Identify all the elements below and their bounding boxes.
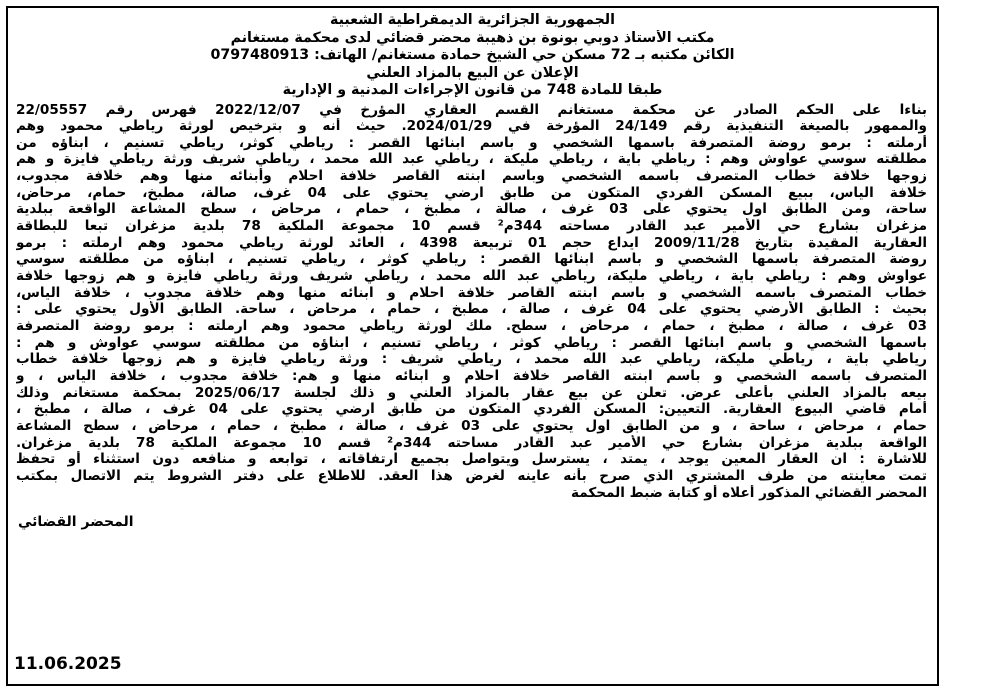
body-line: حمام ، مرحاض ، ساحة ، و من الطابق اول يحتوي على 03 غرف ، صالة ، مطبخ ، حمام ، مرحاض ، سطح المشاعة (16, 417, 927, 434)
body-line: مطلقته سوسي عواوش وهم : رياطي باية ، رياطي مليكة ، رياطي عبد الله محمد ، رياطي شريف ورثة رياطي فايزة و هم (16, 151, 927, 168)
body-line: والممهور بالصيغة التنفيذية رقم 24/149 المؤرخة في 2024/01/29. حيث أنه و بترخيص لورثة رياطي محمود وهم (16, 118, 927, 135)
body-line: المتصرف باسمه الشخصي و باسم ابنته القاصر خلافة احلام و ابنائه منها و هم: خلافة مجدوب ، خلافة الياس ، و (16, 368, 927, 384)
body-line: بيعه بالمزاد العلني بأعلى عرض. تعلن عن بيع عقار بالمزاد العلني و ذلك لجلسة 2025/06/17 بمحكمة مستغانم وذلك (16, 384, 927, 401)
body-line: العقارية المقيدة بتاريخ 2009/11/28 ايداع حجم 01 تربيعة 4398 ، العائد لورثة رياطي محمود وهم ارملته : برمو (16, 234, 927, 251)
announcement-title: الإعلان عن البيع بالمزاد العلني (366, 64, 579, 81)
body-line: للاشارة : ان العقار المعين يوجد ، يمتد ، يسترسل ويتواصل بجميع ارتفاقاته ، توابعه و منافعه دون استثناء أو تحفظ (16, 451, 927, 468)
body-line: أرملته : برمو روضة المتصرفة باسمها الشخصي و باسم ابنائها القصر : رياطي كوثر، رياطي تسنيم ، ابناؤه من (16, 134, 927, 151)
body-line: المحضر القضائي المذكور أعلاه أو كتابة ضبط المحكمة (570, 484, 927, 501)
body-line: الواقعة ببلدية مزغران بشارع حي الأمير عبد القادر مساحته 344م² قسم 10 مجموعة الملكية 78 بلدية مزغران. (16, 434, 927, 451)
office-name: مكتب الأستاذ دوبي بونوة بن ذهيبة محضر قضائي لدى محكمة مستغانم (230, 29, 715, 46)
body-line: رياطي باية ، رياطي مليكة، رياطي عبد الله محمد ، رياطي شريف : ورثة رياطي فايزة و هم زوجها خلافة خطاب (16, 351, 927, 368)
body-line: بحيث : الطابق الأرضي يحتوي على 04 غرف ، صالة ، مطبخ ، حمام ، مرحاض ، ساحة. الطابق الأول يحتوي على : (16, 301, 927, 318)
legal-basis: طبقا للمادة 748 من قانون الإجراءات المدنية و الإدارية (282, 82, 663, 98)
body-line: ساحة، ومن الطابق اول يحتوي على 03 غرف ، صالة ، مطبخ ، حمام ، مرحاض ، سطح المشاعة الواقعة ببلدية (16, 201, 927, 218)
body-line: عواوش وهم : رياطي باية ، رياطي مليكة، رياطي عبد الله محمد ، رياطي شريف ورثة رياطي فايزة و هم زوجها خلافة (16, 268, 927, 285)
body-line: زوجها خلافة خطاب المتصرف باسمه الشخصي وباسم ابنته القاصر خلافة احلام وأبنائه منها وهم خلافة مجدوب، (16, 168, 927, 185)
body-line: خلافة الياس، ببيع المسكن الفردي المتكون من طابق ارضي يحتوي على 04 غرف، صالة، مطبخ، حمام، مرحاض، (16, 184, 927, 201)
body-line: روضة المتصرفة باسمها الشخصي و باسم ابنائها القصر : رياطي كوثر ، رياطي تسنيم ، ابناؤه من مطلقته سوسي (16, 251, 927, 268)
bailiff-signature-label: المحضر القضائي (18, 514, 134, 531)
body-line: بناءا على الحكم الصادر عن محكمة مستغانم القسم العقاري المؤرخ في 2022/12/07 فهرس رقم 22/05557 (16, 101, 927, 118)
republic-title: الجمهورية الجزائرية الديمقراطية الشعبية (330, 12, 615, 28)
announcement-date: 11.06.2025 (14, 654, 122, 674)
announcement-body (8, 102, 937, 502)
announcement-frame (6, 6, 939, 686)
announcement-header (8, 12, 937, 100)
body-line: خطاب المتصرف باسمه الشخصي و باسم ابنته القاصر خلافة احلام و ابنائه منها وهم خلافة مجدوب ، خلافة الياس، (16, 284, 927, 301)
office-address: الكائن مكتبه بـ 72 مسكن حي الشيخ حمادة مستغانم/ الهاتف: 0797480913 (210, 47, 735, 63)
body-line: باسمها الشخصي و باسم ابنائها القصر : رياطي كوثر ، رياطي تسنيم ، ابناؤه من مطلقته سوسي عواوش و هم : (16, 334, 927, 351)
body-line: أمام قاضي البيوع العقارية. التعيين: المسكن الفردي المتكون من طابق ارضي يحتوي على 04 غرف ، صالة ، مطبخ ، (16, 401, 927, 418)
body-line: تمت معاينته من طرف المشتري الذي صرح بأنه عاينه لغرض هذا العقد. للاطلاع على دفتر الشروط يتم الاتصال بمكتب (16, 467, 927, 484)
body-line: مزغران بشارع حي الأمير عبد القادر مساحته 344م² قسم 10 مجموعة الملكية 78 بلدية مزغران تبعا للبطاقة (16, 218, 927, 235)
body-line: 03 غرف ، صالة ، مطبخ ، حمام ، مرحاض ، سطح. ملك لورثة رياطي محمود وهم ارملته : برمو روضة المتصرفة (16, 318, 927, 335)
announcement-footer (8, 513, 937, 531)
